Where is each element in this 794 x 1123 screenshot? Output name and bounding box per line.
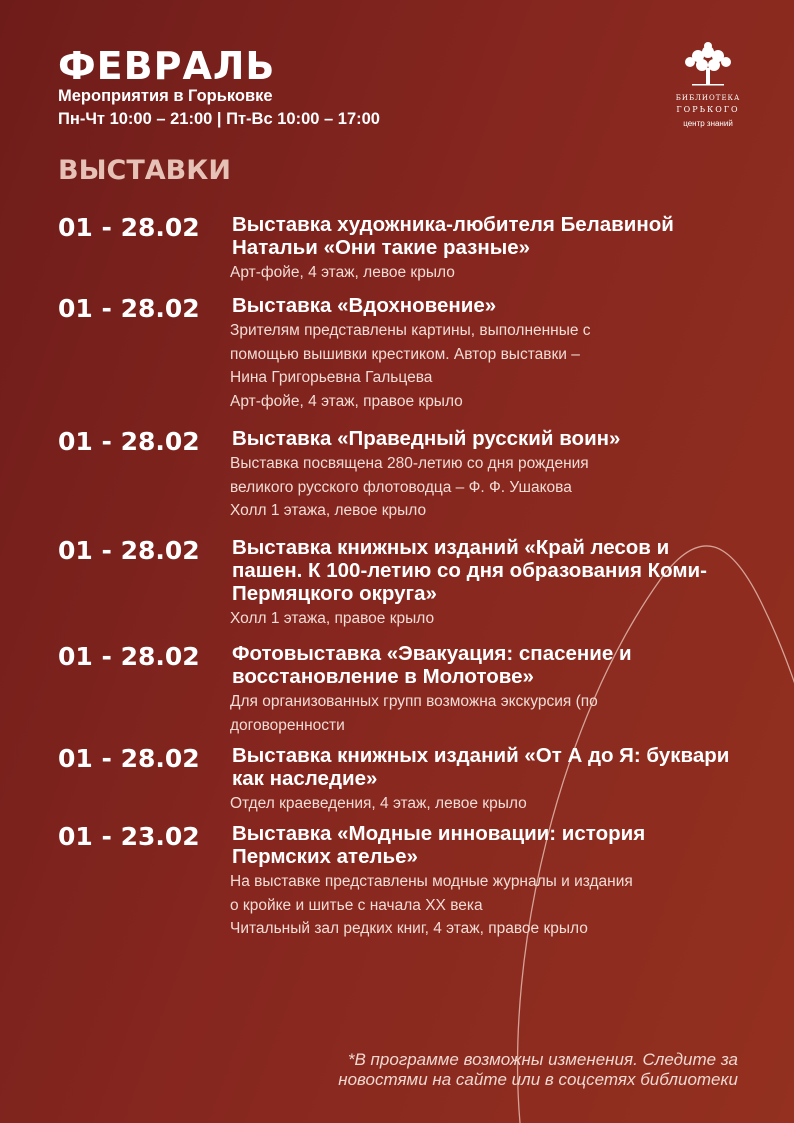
description-line: Холл 1 этажа, левое крыло: [230, 502, 427, 519]
entry-title: Выставка книжных изданий «От А до Я: буквари как наследие»: [232, 744, 730, 790]
description-line: Нина Григорьевна Гальцева: [230, 369, 433, 386]
entry-description: [230, 792, 738, 816]
description-line: великого русского флотоводца – Ф. Ф. Ушакова: [230, 478, 572, 496]
exhibition-entry: [58, 822, 738, 941]
entry-title: Выставка «Праведный русский воин»: [232, 427, 621, 450]
description-line: Арт-фойе, 4 этаж, правое крыло: [230, 392, 463, 410]
description-line: Арт-фойе, 4 этаж, левое крыло: [230, 264, 455, 281]
section-heading: ВЫСТАВКИ: [58, 155, 231, 186]
entry-date: 01 - 28.02: [58, 536, 200, 565]
exhibition-entry: [58, 642, 738, 737]
description-line: Читальный зал редких книг, 4 этаж, правое крыло: [230, 920, 588, 937]
entry-description: [230, 319, 738, 413]
description-line: помощью вышивки крестиком. Автор выставки –: [230, 345, 580, 363]
exhibition-entry: [58, 294, 738, 413]
entry-date: 01 - 28.02: [58, 213, 200, 242]
entry-date: 01 - 28.02: [58, 744, 200, 773]
description-line: договоренности: [230, 716, 345, 734]
entry-date: 01 - 23.02: [58, 822, 200, 851]
description-line: о кройке и шитье с начала XX века: [230, 896, 483, 914]
tree-icon: [678, 40, 738, 90]
entry-date: 01 - 28.02: [58, 294, 200, 323]
entry-title: Выставка «Вдохновение»: [232, 294, 497, 317]
entry-title: Фотовыставка «Эвакуация: спасение и восстановление в Молотове»: [232, 642, 632, 688]
library-logo: [670, 40, 746, 129]
exhibition-entry: [58, 744, 738, 816]
description-line: Холл 1 этажа, правое крыло: [230, 610, 435, 627]
description-line: Выставка посвящена 280-летию со дня рождения: [230, 455, 589, 472]
entry-title: Выставка художника-любителя Белавиной Натальи «Они такие разные»: [232, 213, 674, 259]
entry-date: 01 - 28.02: [58, 427, 200, 456]
entry-description: [230, 607, 738, 631]
entry-description: [230, 261, 738, 285]
entry-description: [230, 690, 738, 737]
exhibition-entry: [58, 213, 738, 285]
note-line: *В программе возможны изменения. Следите за: [347, 1050, 738, 1069]
logo-line1: БИБЛИОТЕКА: [675, 94, 741, 102]
entry-date: 01 - 28.02: [58, 642, 200, 671]
description-line: Отдел краеведения, 4 этаж, левое крыло: [230, 795, 527, 812]
subtitle: Мероприятия в Горьковке: [58, 87, 273, 105]
entry-description: [230, 870, 738, 941]
page-title: ФЕВРАЛЬ: [58, 44, 276, 88]
logo-line3: центр знаний: [683, 119, 733, 128]
description-line: Для организованных групп возможна экскурсия (по: [230, 693, 598, 710]
note-line: новостями на сайте или в соцсетях библиотеки: [338, 1070, 738, 1089]
entry-title: Выставка «Модные инновации: история Пермских ателье»: [232, 822, 646, 868]
exhibition-entry: [58, 427, 738, 523]
opening-hours: Пн-Чт 10:00 – 21:00 | Пт-Вс 10:00 – 17:00: [58, 110, 380, 128]
description-line: Зрителям представлены картины, выполненные с: [230, 322, 591, 339]
disclaimer-note: [338, 1050, 738, 1090]
exhibition-entry: [58, 536, 738, 631]
entry-description: [230, 452, 738, 523]
description-line: На выставке представлены модные журналы и издания: [230, 873, 633, 890]
entry-title: Выставка книжных изданий «Край лесов и пашен. К 100-летию со дня образования Коми-Пермяцкого округа»: [232, 536, 707, 605]
logo-line2: ГОРЬКОГО: [676, 105, 740, 114]
